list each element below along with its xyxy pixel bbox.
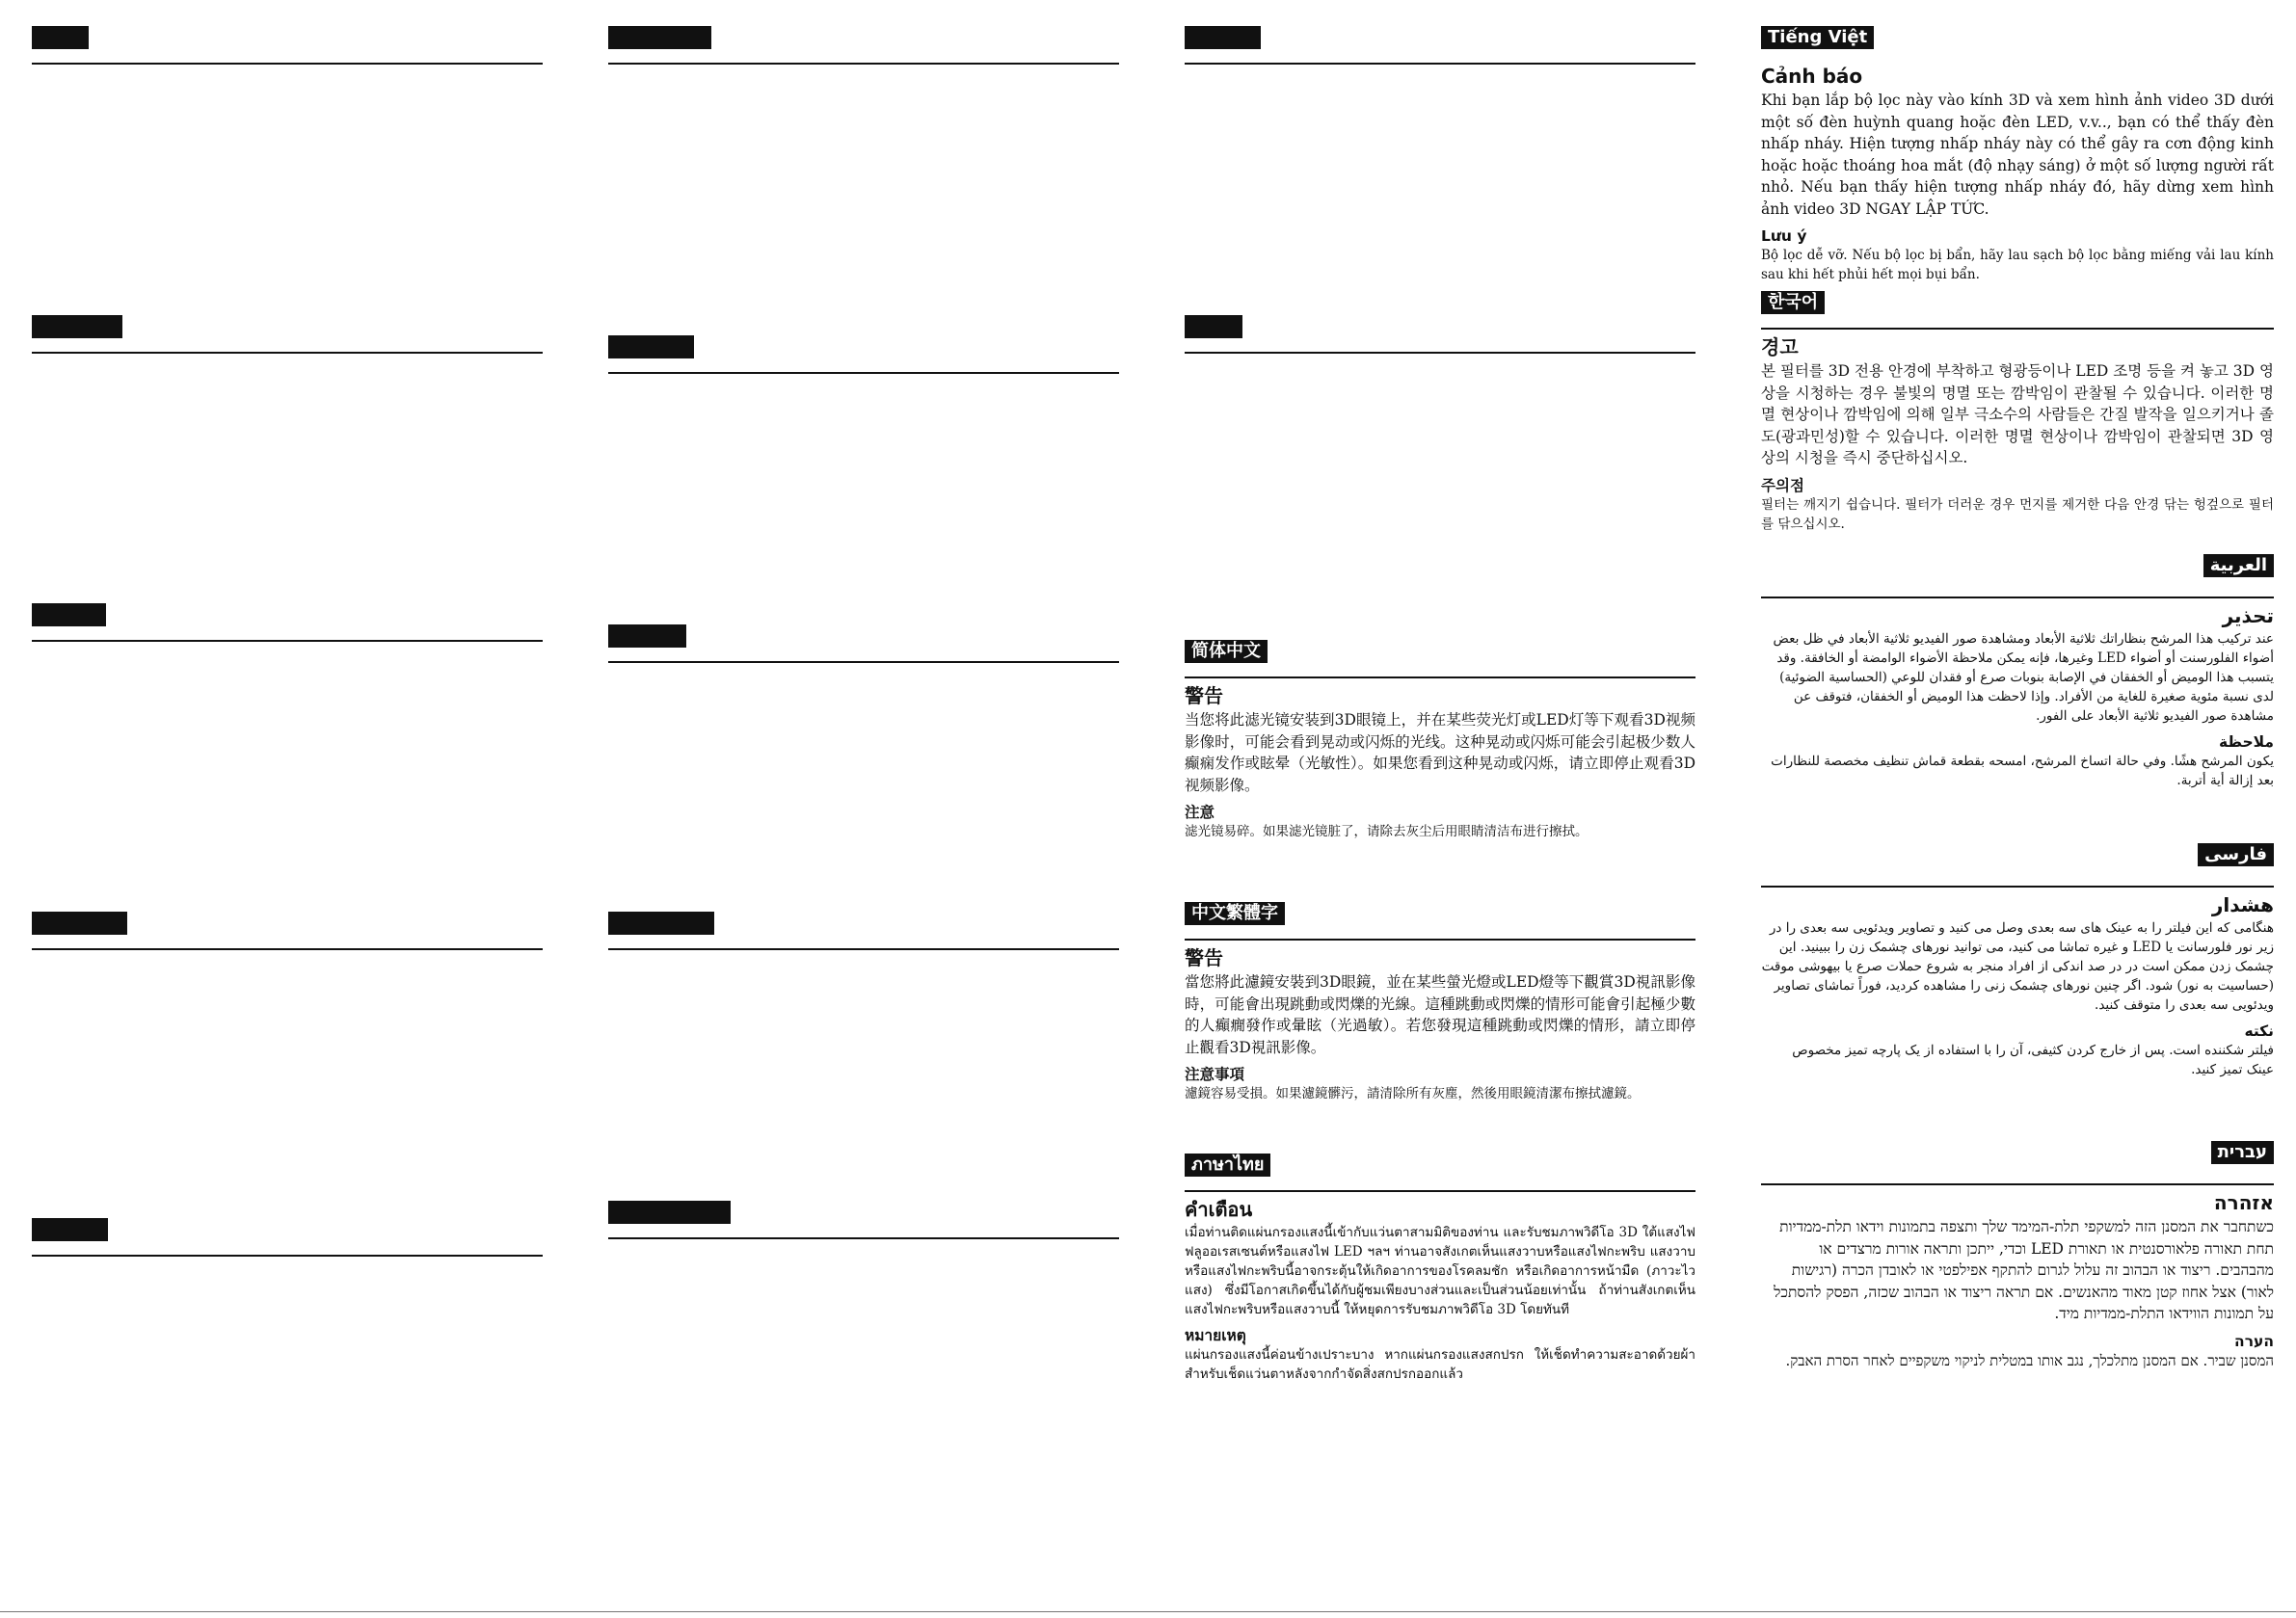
note-heading: نکته [2244, 1022, 2274, 1040]
section-rule [32, 640, 543, 642]
section-rule [32, 1255, 543, 1257]
blank-section [32, 1218, 543, 1257]
note-text: يكون المرشح هشًا. وفي حالة اتساخ المرشح، امسحه بقطعة قماش تنظيف مخصصة للنظارات بعد إزالة أية أتربة. [1771, 754, 2274, 788]
section-simplified-chinese [1185, 640, 1695, 841]
redacted-language-tag [608, 624, 686, 648]
section-rule [608, 63, 1119, 65]
blank-section [32, 603, 543, 642]
note-heading: Lưu ý [1761, 227, 1807, 245]
redacted-language-tag [608, 1201, 731, 1224]
blank-section [1185, 26, 1695, 65]
section-rule [1761, 1183, 2274, 1185]
language-tag: 한국어 [1761, 291, 1825, 314]
blank-section [608, 26, 1119, 65]
language-tag: 中文繁體字 [1185, 902, 1285, 925]
redacted-language-tag [32, 603, 106, 626]
warning-heading: تحذير [2222, 604, 2274, 627]
blank-section [608, 912, 1119, 950]
redacted-language-tag [1185, 315, 1242, 338]
blank-section [32, 912, 543, 950]
note-text: Bộ lọc dễ vỡ. Nếu bộ lọc bị bẩn, hãy lau sạch bộ lọc bằng miếng vải lau kính sau khi hết phủi hết mọi bụi bẩn. [1761, 248, 2274, 282]
section-rule [1761, 328, 2274, 330]
section-traditional-chinese [1185, 902, 1695, 1103]
redacted-language-tag [608, 912, 714, 935]
warning-text: כשתחבר את המסנן הזה למשקפי תלת-המימד שלך ותצפה בתמונות וידאו תלת-ממדיות תחת תאורה פלאורסנטית או תאורת LED וכדי, ייתכן ותראה אורות מרצדים או מהבהבים. ריצוד או הבהוב זה עלול לגרום להתקף אפילפטי או לאובדן הכרה (רגישות לאור) אצל אחוז קטן מאוד מהאנשים. אם תראה ריצוד או הבהוב שכזה, הפסק להסתכל על תמונות הווידאו התלת-ממדיות מיד. [1774, 1218, 2274, 1322]
language-tag: Tiếng Việt [1761, 26, 1874, 49]
section-vietnamese [1761, 26, 2274, 284]
blank-section [32, 315, 543, 354]
section-rule [1185, 1190, 1695, 1192]
note-text: 필터는 깨지기 쉽습니다. 필터가 더러운 경우 먼지를 제거한 다음 안경 닦는 헝겊으로 필터를 닦으십시오. [1761, 496, 2274, 532]
redacted-language-tag [608, 335, 694, 358]
redacted-language-tag [1185, 26, 1261, 49]
section-rule [32, 948, 543, 950]
blank-section [32, 26, 543, 65]
note-heading: ملاحظة [2218, 733, 2274, 751]
section-persian [1761, 843, 2274, 1079]
section-rule [1185, 352, 1695, 354]
section-rule [1185, 676, 1695, 678]
warning-text: عند تركيب هذا المرشح بنظاراتك ثلاثية الأبعاد ومشاهدة صور الفيديو ثلاثية الأبعاد في ظل بعض أضواء الفلورسنت أو أضواء LED وغيرها، فإنه يمكن ملاحظة الأضواء الوامضة أو الخافقة. وقد يتسبب هذا الوميض أو الخفقان في الإصابة بنوبات صرع أو فقدان للوعي (الحساسية الضوئية) لدى نسبة مئوية صغيرة للغاية من الأفراد. وإذا لاحظت هذا الوميض أو الخفقان، فتوقف عن مشاهدة صور الفيديو ثلاثية الأبعاد على الفور. [1773, 631, 2274, 724]
language-tag: فارسی [2198, 843, 2274, 866]
warning-text: 當您將此濾鏡安裝到3D眼鏡，並在某些螢光燈或LED燈等下觀賞3D視訊影像時，可能會出現跳動或閃爍的光線。這種跳動或閃爍的情形可能會引起極少數的人癲癇發作或暈眩（光過敏）。若您發現這種跳動或閃爍的情形，請立即停止觀看3D視訊影像。 [1185, 973, 1695, 1056]
warning-text: Khi bạn lắp bộ lọc này vào kính 3D và xem hình ảnh video 3D dưới một số đèn huỳnh quang hoặc đèn LED, v.v.., bạn có thể thấy đèn nhấp nháy. Hiện tượng nhấp nháy này có thể gây ra cơn động kinh hoặc hoặc thoáng hoa mắt (độ nhạy sáng) ở một số lượng người rất nhỏ. Nếu bạn thấy hiện tượng nhấp nháy đó, hãy dừng xem hình ảnh video 3D NGAY LẬP TỨC. [1761, 92, 2274, 218]
section-korean [1761, 291, 2274, 534]
note-heading: 注意 [1185, 804, 1215, 821]
blank-section [608, 624, 1119, 663]
blank-section [608, 1201, 1119, 1239]
warning-heading: 警告 [1185, 946, 1223, 969]
blank-section [608, 335, 1119, 374]
warning-text: 본 필터를 3D 전용 안경에 부착하고 형광등이나 LED 조명 등을 켜 놓고 3D 영상을 시청하는 경우 불빛의 명멸 또는 깜박임이 관찰될 수 있습니다. 이러한 명멸 현상이나 깜박임에 의해 일부 극소수의 사람들은 간질 발작을 일으키거나 졸도(광과민성)할 수 있습니다. 이러한 명멸 현상이나 깜박임이 관찰되면 3D 영상의 시청을 즉시 중단하십시오. [1761, 362, 2274, 466]
section-rule [1761, 597, 2274, 598]
warning-heading: 경고 [1761, 335, 1799, 358]
redacted-language-tag [608, 26, 711, 49]
section-rule [1761, 886, 2274, 888]
section-arabic [1761, 554, 2274, 790]
note-heading: 주의점 [1761, 476, 1804, 494]
note-text: המסנן שביר. אם המסנן מתלכלך, נגב אותו במטלית לניקוי משקפיים לאחר הסרת האבק. [1785, 1351, 2274, 1369]
redacted-language-tag [32, 1218, 108, 1241]
warning-text: เมื่อท่านติดแผ่นกรองแสงนี้เข้ากับแว่นตาสามมิติของท่าน และรับชมภาพวิดีโอ 3D ใต้แสงไฟฟลูออเรสเซนต์หรือแสงไฟ LED ฯลฯ ท่านอาจสังเกตเห็นแสงวาบหรือแสงไฟกะพริบ แสงวาบหรือแสงไฟกะพริบนี้อาจกระตุ้นให้เกิดอาการของโรคลมชัก หรือเกิดอาการหน้ามืด (ภาวะไวแสง) ซึ่งมีโอกาสเกิดขึ้นได้กับผู้ชมเพียงบางส่วนและเป็นส่วนน้อยเท่านั้น ถ้าท่านสังเกตเห็นแสงไฟกะพริบหรือแสงวาบนี้ ให้หยุดการรับชมภาพวิดีโอ 3D โดยทันที [1185, 1225, 1695, 1317]
page-bottom-rule [0, 1611, 2296, 1612]
redacted-language-tag [32, 26, 89, 49]
section-rule [608, 948, 1119, 950]
redacted-language-tag [32, 912, 127, 935]
section-rule [1185, 939, 1695, 941]
redacted-language-tag [32, 315, 122, 338]
section-rule [32, 352, 543, 354]
language-tag: עברית [2211, 1141, 2274, 1164]
note-heading: หมายเหตุ [1185, 1327, 1246, 1344]
note-text: 濾鏡容易受損。如果濾鏡髒污，請清除所有灰塵，然後用眼鏡清潔布擦拭濾鏡。 [1185, 1086, 1641, 1101]
language-tag: ภาษาไทย [1185, 1154, 1270, 1177]
warning-text: هنگامی که این فیلتر را به عینک های سه بعدی وصل می کنید و تصاویر ویدئویی سه بعدی را در زیر نور فلورسانت یا LED و غیره تماشا می کنید، می توانید نورهای چشمک زن را ببینید. این چشمک زدن ممکن است در در صد اندکی از افراد منجر به شروع حملات صرع یا بیهوشی موقت (حساسیت به نور) شود. اگر چنین نورهای چشمک زنی را مشاهده کردید، فوراً تماشای تصاویر ویدئویی سه بعدی را متوقف کنید. [1761, 920, 2274, 1013]
warning-heading: 警告 [1185, 684, 1223, 707]
language-tag: 简体中文 [1185, 640, 1268, 663]
note-text: แผ่นกรองแสงนี้ค่อนข้างเปราะบาง หากแผ่นกรองแสงสกปรก ให้เช็ดทำความสะอาดด้วยผ้าสำหรับเช็ดแว่นตาหลังจากกำจัดสิ่งสกปรกออกแล้ว [1185, 1347, 1695, 1382]
warning-heading: هشدار [2211, 893, 2274, 916]
blank-section [1185, 315, 1695, 354]
note-heading: 注意事項 [1185, 1066, 1245, 1083]
note-heading: הערה [2234, 1332, 2274, 1350]
warning-heading: Cảnh báo [1761, 65, 1863, 88]
section-rule [608, 1237, 1119, 1239]
note-text: فیلتر شکننده است. پس از خارج کردن کثیفی، آن را با استفاده از یک پارچه تمیز مخصوص عینک تمیز کنید. [1792, 1043, 2274, 1077]
section-thai [1185, 1154, 1695, 1384]
warning-heading: คำเตือน [1185, 1198, 1253, 1221]
section-hebrew [1761, 1141, 2274, 1371]
warning-text: 当您将此滤光镜安装到3D眼镜上，并在某些荧光灯或LED灯等下观看3D视频影像时，可能会看到晃动或闪烁的光线。这种晃动或闪烁可能会引起极少数人癫痫发作或眩晕（光敏性）。如果您看到这种晃动或闪烁，请立即停止观看3D视频影像。 [1185, 711, 1695, 794]
warning-heading: אזהרה [2213, 1191, 2274, 1214]
section-rule [608, 372, 1119, 374]
section-rule [608, 661, 1119, 663]
language-tag: العربية [2203, 554, 2274, 577]
note-text: 滤光镜易碎。如果滤光镜脏了，请除去灰尘后用眼睛清洁布进行擦拭。 [1185, 824, 1589, 839]
section-rule [1185, 63, 1695, 65]
section-rule [32, 63, 543, 65]
